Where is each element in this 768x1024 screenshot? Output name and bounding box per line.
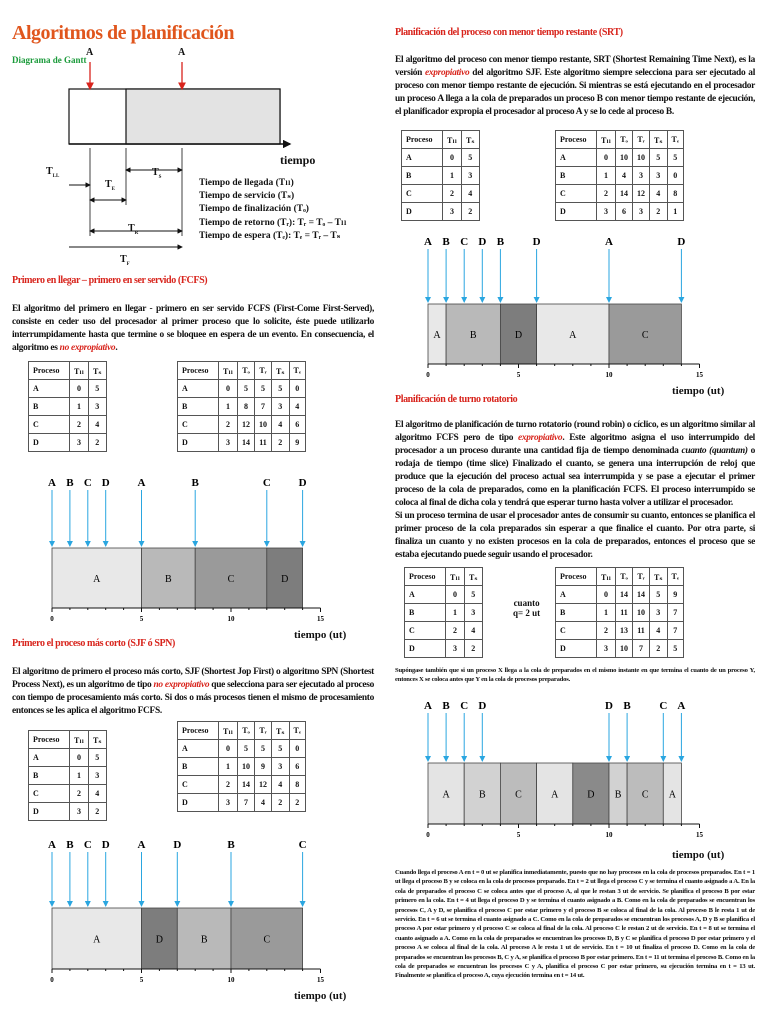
table-cell: 0: [597, 149, 616, 167]
gantt-segment-label: C: [263, 934, 271, 946]
table-header-cell: Tₗₗ: [219, 362, 238, 380]
table-cell: 3: [650, 167, 668, 185]
table-cell: A: [556, 149, 597, 167]
table-cell: 5: [462, 149, 480, 167]
arrival-label: B: [66, 477, 74, 489]
table-header-cell: Tᵣ: [633, 131, 650, 149]
arrival-label: A: [605, 236, 613, 248]
table-cell: 5: [667, 149, 683, 167]
table-header-cell: Proceso: [29, 731, 70, 749]
table-cell: 4: [616, 167, 633, 185]
page-title: Algoritmos de planificación: [12, 22, 235, 44]
gantt-tick-label: 5: [516, 831, 521, 839]
table-cell: B: [178, 398, 219, 416]
table-cell: 4: [465, 622, 483, 640]
arrival-label: D: [677, 236, 686, 248]
gantt-tick-label: 10: [605, 831, 613, 839]
table-cell: A: [29, 749, 70, 767]
table-header-cell: Tₛ: [89, 731, 107, 749]
table-cell: 5: [89, 380, 107, 398]
table-cell: 3: [650, 604, 668, 622]
table-cell: 9: [289, 434, 305, 452]
table-cell: 2: [465, 640, 483, 658]
arrival-label: C: [659, 700, 668, 712]
gantt-tick-label: 0: [50, 615, 54, 623]
table-cell: 1: [70, 767, 89, 785]
fcfs-heading: Primero en llegar – primero en ser servido (FCFS): [12, 275, 208, 286]
arrival-label: C: [460, 700, 469, 712]
sjf-paragraph: El algoritmo de primero el proceso más corto, SJF (Shortest Jop First) o algoritmo SPN (Shortest Process Next), es un algoritmo de tipo no expropiativo que selecciona para ser ejecutado al proceso con tiempo de procesamiento más corto. Si dos o más procesos tienen el mismo de procesamiento entonces se les aplica el algoritmo FCFS.: [12, 667, 375, 716]
rr-quantum-label: cuanto q= 2 ut: [513, 598, 541, 618]
srt-tiempo-label: tiempo (ut): [672, 385, 725, 397]
gantt-tick-label: 5: [139, 976, 144, 984]
table-cell: 11: [633, 622, 650, 640]
arrival-label: C: [262, 477, 271, 489]
table-cell: 9: [255, 758, 272, 776]
gantt-segment-label: B: [200, 934, 208, 946]
table-cell: 3: [89, 767, 107, 785]
arrival-label: A: [48, 477, 56, 489]
table-cell: 3: [272, 398, 290, 416]
table-cell: 5: [465, 586, 483, 604]
table-cell: 10: [616, 149, 633, 167]
table-cell: 3: [219, 434, 238, 452]
table-cell: 10: [255, 416, 272, 434]
table-cell: C: [402, 185, 443, 203]
gantt-segment-label: A: [93, 934, 101, 946]
table-header-cell: Tᵣ: [255, 362, 272, 380]
table-cell: 1: [597, 167, 616, 185]
table-cell: 10: [616, 640, 633, 658]
table-header-cell: Tₛ: [650, 568, 668, 586]
table-cell: 3: [70, 803, 89, 821]
table-cell: 1: [597, 604, 616, 622]
table-cell: 5: [272, 380, 290, 398]
arrival-label: B: [66, 839, 74, 851]
gantt-segment-label: C: [227, 574, 235, 585]
table-header-cell: Tₗₗ: [446, 568, 465, 586]
table-cell: B: [29, 767, 70, 785]
arrival-label: D: [173, 839, 182, 851]
arrival-label: D: [478, 236, 487, 248]
sjf-heading: Primero el proceso más corto (SJF ó SPN): [12, 638, 175, 649]
table-cell: 6: [289, 416, 305, 434]
arrival-label: A: [677, 700, 686, 712]
table-cell: 14: [616, 586, 633, 604]
table-cell: 4: [650, 185, 668, 203]
legend-finalizacion: Tiempo de finalización (Tₒ): [199, 204, 309, 215]
table-cell: 5: [238, 740, 255, 758]
table-cell: D: [29, 803, 70, 821]
table-cell: 4: [462, 185, 480, 203]
gantt-tick-label: 10: [227, 615, 235, 623]
arrival-label: A: [137, 477, 146, 489]
table-cell: 0: [70, 380, 89, 398]
table-header-cell: Tᵣ: [255, 722, 272, 740]
table-header-cell: Tₒ: [238, 722, 255, 740]
table-cell: 2: [272, 434, 290, 452]
arrival-label: D: [605, 700, 613, 712]
rr-heading: Planificación de turno rotatorio: [395, 394, 518, 405]
table-cell: C: [556, 185, 597, 203]
table-cell: D: [556, 640, 597, 658]
table-cell: 3: [272, 758, 290, 776]
gantt-segment-label: B: [469, 330, 477, 341]
table-cell: 7: [667, 622, 683, 640]
table-cell: 1: [219, 758, 238, 776]
table-cell: 2: [443, 185, 462, 203]
table-cell: 3: [443, 203, 462, 221]
table-cell: D: [178, 794, 219, 812]
table-cell: 14: [238, 776, 255, 794]
table-cell: 0: [597, 586, 616, 604]
table-cell: C: [29, 416, 70, 434]
intro-tf-label: $T_F$: [120, 254, 130, 267]
table-cell: 14: [238, 434, 255, 452]
gantt-tick-label: 10: [605, 371, 613, 379]
fcfs-paragraph: El algoritmo del primero en llegar - primero en ser servido FCFS (First-Come First-Served), consiste en ceder uso del procesador al primer proceso que lo solicite, éste puede utilizarlo interrumpidamente hasta que termine o se bloquee en espera de un evento. En consecuencia, el algoritmo es no expropiativo.: [12, 304, 374, 353]
table-cell: 4: [272, 776, 290, 794]
table-cell: C: [178, 776, 219, 794]
arrival-label: A: [424, 236, 432, 248]
table-cell: D: [29, 434, 70, 452]
gantt-tick-label: 0: [426, 371, 430, 379]
table-cell: 7: [667, 604, 683, 622]
table-cell: B: [556, 167, 597, 185]
intro-label-a1: A: [86, 47, 94, 58]
gantt-segment-label: D: [281, 574, 289, 585]
table-cell: 2: [219, 776, 238, 794]
table-cell: 5: [272, 740, 290, 758]
gantt-segment-label: A: [93, 574, 101, 585]
gantt-tick-label: 5: [516, 371, 521, 379]
gantt-segment-label: B: [478, 789, 486, 801]
arrival-label: D: [101, 477, 110, 489]
table-cell: 10: [633, 604, 650, 622]
table-cell: 0: [289, 380, 305, 398]
gantt-segment-label: C: [641, 330, 649, 341]
gantt-segment-label: A: [668, 789, 676, 801]
table-cell: 2: [650, 640, 668, 658]
table-cell: 0: [70, 749, 89, 767]
table-header-cell: Tₒ: [616, 131, 633, 149]
table-header-cell: Tₛ: [89, 362, 107, 380]
table-header-cell: Tₗₗ: [597, 131, 616, 149]
arrival-label: B: [227, 839, 235, 851]
table-header-cell: Tₑ: [667, 568, 683, 586]
table-cell: 4: [255, 794, 272, 812]
table-header-cell: Proceso: [29, 362, 70, 380]
gantt-tick-label: 10: [227, 976, 235, 984]
table-cell: A: [402, 149, 443, 167]
table-cell: 4: [89, 416, 107, 434]
table-cell: 3: [446, 640, 465, 658]
table-cell: 5: [89, 749, 107, 767]
table-cell: 2: [597, 622, 616, 640]
table-header-cell: Proceso: [556, 568, 597, 586]
table-cell: 9: [667, 586, 683, 604]
table-cell: 12: [633, 185, 650, 203]
table-header-cell: Proceso: [178, 722, 219, 740]
table-cell: 11: [616, 604, 633, 622]
arrival-label: D: [532, 236, 541, 248]
arrival-label: B: [496, 236, 505, 248]
arrival-label: A: [48, 839, 56, 851]
legend-retorno: Tiempo de retorno (Tᵣ): Tᵣ = Tₒ – Tₗₗ: [199, 217, 347, 228]
table-cell: 10: [238, 758, 255, 776]
table-cell: D: [402, 203, 443, 221]
gantt-tick-label: 15: [696, 831, 703, 839]
table-cell: C: [178, 416, 219, 434]
table-cell: 8: [667, 185, 683, 203]
table-cell: 2: [70, 416, 89, 434]
table-cell: 2: [89, 803, 107, 821]
arrival-label: D: [478, 700, 487, 712]
table-cell: 5: [255, 740, 272, 758]
arrival-label: C: [298, 839, 307, 851]
arrival-label: B: [442, 700, 450, 712]
table-cell: 7: [255, 398, 272, 416]
arrival-label: D: [298, 477, 307, 489]
arrival-label: C: [460, 236, 469, 248]
table-header-cell: Tₛ: [465, 568, 483, 586]
table-cell: 13: [616, 622, 633, 640]
table-cell: 2: [462, 203, 480, 221]
table-header-cell: Proceso: [405, 568, 446, 586]
table-cell: 2: [446, 622, 465, 640]
arrival-label: B: [191, 477, 199, 489]
srt-heading: Planificación del proceso con menor tiempo restante (SRT): [395, 27, 623, 38]
table-cell: 3: [462, 167, 480, 185]
table-header-cell: Tₑ: [289, 362, 305, 380]
table-cell: 3: [633, 167, 650, 185]
sjf-tiempo-label: tiempo (ut): [294, 990, 347, 1002]
table-header-cell: Tₛ: [462, 131, 480, 149]
arrival-label: C: [83, 477, 92, 489]
table-cell: A: [405, 586, 446, 604]
table-cell: A: [178, 380, 219, 398]
intro-tiempo-label: tiempo: [280, 153, 316, 167]
table-cell: B: [402, 167, 443, 185]
table-cell: 12: [238, 416, 255, 434]
table-cell: 12: [255, 776, 272, 794]
table-cell: 7: [238, 794, 255, 812]
gantt-segment-label: A: [433, 330, 441, 341]
table-header-cell: Tₗₗ: [597, 568, 616, 586]
table-cell: 3: [597, 203, 616, 221]
gantt-segment-label: D: [155, 934, 164, 946]
table-header-cell: Proceso: [556, 131, 597, 149]
table-cell: 1: [70, 398, 89, 416]
table-cell: 6: [616, 203, 633, 221]
gantt-segment-label: D: [587, 789, 595, 801]
table-cell: 14: [616, 185, 633, 203]
table-cell: 3: [89, 398, 107, 416]
intro-ts-label: $T_S$: [152, 167, 162, 180]
table-header-cell: Tₛ: [272, 362, 290, 380]
rr-explanation: Cuando llega el proceso A en t = 0 ut se planifica inmediatamente, puesto que no hay procesos en la cola de procesos preparados. En t = 1 ut llega el proceso B y se coloca en la cola de procesos preparado. En t = 2 ut llega el proceso C y se termina el cuanto asignado a A. En la cola de preparados el proceso C se coloca antes que el proceso A, al que le restan 3 ut de servicio. Se planifica el proceso B por estar primero en la cola. En t = 4 ut llega el proceso D y se termina el cuanto asignado a B. Como en la cola de preparados se encuentran los procesos C, A y D, se planifica el proceso C por estar primero y el proceso B se coloca al final de la cola. Al proceso B le resta 1 ut de servicio. En t = 6 ut se termina el cuanto asignado a C. Como en la cola de preparados se encuentran los procesos A, D y B se planifica el proceso A por estar primero y el proceso C se coloca al final de la cola. Al proceso C le restan 2 ut de servicio. En t = 8 ut se termina el cuanto asignado a A. Como en la cola de preparados se encuentran los procesos D, B y C se planifica el proceso D por estar primero y el proceso A se coloca al final de la cola. Al proceso A le resta 1 ut de servicio. En t = 10 ut finaliza el proceso D. Como en la cola de preparados se encuentran los procesos B, C y A, se planifica el proceso B por estar primero. En t = 11 ut termina el proceso B. Como en la cola de preparados se encuentran los procesos C y A, planifica el proceso C por estar primero, su ejecución termina en t = 13 ut. Finalmente se planifica el proceso A, cuya ejecución termina en t = 14 ut.: [395, 869, 755, 980]
gantt-tick-label: 15: [317, 615, 324, 623]
table-cell: 2: [70, 785, 89, 803]
gantt-segment-label: B: [614, 789, 622, 801]
gantt-tick-label: 0: [426, 831, 430, 839]
table-cell: C: [556, 622, 597, 640]
gantt-tick-label: 5: [139, 615, 144, 623]
table-cell: C: [405, 622, 446, 640]
table-cell: 5: [238, 380, 255, 398]
table-cell: 10: [633, 149, 650, 167]
table-header-cell: Tₑ: [667, 131, 683, 149]
legend-llegada: Tiempo de llegada (Tₗₗ): [199, 178, 294, 188]
table-cell: 5: [650, 149, 668, 167]
gantt-label: Diagrama de Gantt: [12, 55, 87, 65]
intro-te-label: $T_E$: [105, 179, 116, 192]
rr-note: Supóngase también que si un proceso X llega a la cola de preparados en el mismo instante en que termina el cuanto de un proceso Y, entonces X se coloca antes que Y en la cola de procesos preparados.: [395, 667, 755, 684]
rr-paragraph: El algoritmo de planificación de turno rotatorio (round robin) o cíclico, es un algoritmo similar al algoritmo FCFS pero de tipo expropiativo. Este algoritmo asigna el uso interrumpido del procesador a un proceso durante una cantidad fija de tiempo denominada cuanto (quantum) o rodaja de tiempo (time slice) Finalizado el cuanto, se genera una interrupción de reloj que produce que la ejecución del proceso actual sea interrumpida y se pase a ejecutar el primer proceso de la cola de preparados, como en la planificación FCFS. El proceso interrumpido se coloca al final de dicha cola y tendrá que esperar turno hasta volver a utilizar el procesador. Si un proceso termina de usar el procesador antes de consumir su cuanto, entonces se planifica el primer proceso de la cola preparados sin esperar a que finalice el cuanto. Por otra parte, si finaliza un cuanto y no existen procesos en la cola de preparados, entonces el proceso que se estaba ejecutando puede seguir usando el procesador.: [395, 420, 755, 560]
table-cell: 0: [219, 740, 238, 758]
table-cell: A: [556, 586, 597, 604]
table-cell: 5: [255, 380, 272, 398]
table-cell: 0: [443, 149, 462, 167]
table-cell: 2: [89, 434, 107, 452]
table-cell: 2: [272, 794, 290, 812]
table-cell: 3: [597, 640, 616, 658]
table-cell: 4: [272, 416, 290, 434]
table-cell: 3: [70, 434, 89, 452]
gantt-segment-label: A: [442, 789, 450, 801]
table-cell: 3: [219, 794, 238, 812]
table-cell: 8: [238, 398, 255, 416]
table-cell: 4: [89, 785, 107, 803]
table-cell: A: [178, 740, 219, 758]
table-cell: D: [556, 203, 597, 221]
table-header-cell: Tₛ: [272, 722, 290, 740]
table-cell: 3: [633, 203, 650, 221]
table-cell: 1: [219, 398, 238, 416]
arrival-label: B: [623, 700, 631, 712]
arrival-label: C: [83, 839, 92, 851]
gantt-segment-label: A: [569, 330, 577, 341]
arrival-label: A: [424, 700, 432, 712]
gantt-segment-label: B: [165, 574, 172, 585]
table-cell: 0: [219, 380, 238, 398]
intro-label-a2: A: [178, 47, 186, 58]
srt-paragraph: El algoritmo del proceso con menor tiempo restante, SRT (Shortest Remaining Time Next), es la versión expropiativo del algoritmo SJF. Este algoritmo siempre selecciona para ser ejecutado al proceso con menor tiempo restante de ejecución. Si mientras se está ejecutando en el procesador un proceso A llega a la cola de preparados un proceso B con menor tiempo restante de ejecución, el planificador expropia el procesador al proceso A y se lo cede al proceso B.: [395, 55, 755, 117]
arrival-label: A: [137, 839, 146, 851]
table-cell: 5: [650, 586, 668, 604]
table-cell: 2: [597, 185, 616, 203]
gantt-tick-label: 15: [696, 371, 703, 379]
intro-tll-label: $T_{LL}$: [46, 166, 60, 179]
table-header-cell: Proceso: [402, 131, 443, 149]
table-cell: D: [178, 434, 219, 452]
table-header-cell: Tᵣ: [633, 568, 650, 586]
table-cell: B: [556, 604, 597, 622]
table-cell: 4: [289, 398, 305, 416]
arrival-label: D: [101, 839, 110, 851]
gantt-segment-label: A: [551, 789, 559, 801]
table-cell: 1: [667, 203, 683, 221]
gantt-segment-label: C: [641, 789, 649, 801]
gantt-tick-label: 15: [317, 976, 324, 984]
table-cell: 0: [289, 740, 305, 758]
table-header-cell: Tₗₗ: [443, 131, 462, 149]
table-header-cell: Tₒ: [616, 568, 633, 586]
table-cell: 1: [446, 604, 465, 622]
table-cell: B: [178, 758, 219, 776]
gantt-segment-label: D: [514, 330, 523, 341]
arrival-label: B: [442, 236, 450, 248]
table-cell: C: [29, 785, 70, 803]
rr-tiempo-label: tiempo (ut): [672, 849, 725, 861]
table-cell: 11: [255, 434, 272, 452]
table-header-cell: Tₑ: [289, 722, 305, 740]
legend-servicio: Tiempo de servicio (Tₛ): [199, 191, 295, 202]
table-header-cell: Tₗₗ: [219, 722, 238, 740]
table-cell: 6: [289, 758, 305, 776]
table-header-cell: Tₗₗ: [70, 362, 89, 380]
table-cell: 4: [650, 622, 668, 640]
gantt-tick-label: 0: [50, 976, 54, 984]
table-cell: B: [405, 604, 446, 622]
intro-tr-label: $T_R$: [128, 223, 139, 236]
gantt-segment-label: C: [515, 789, 522, 801]
legend-espera: Tiempo de espera (Tₑ): Tₑ = Tᵣ – Tₛ: [199, 230, 341, 241]
table-cell: 2: [650, 203, 668, 221]
table-cell: 5: [667, 640, 683, 658]
table-cell: B: [29, 398, 70, 416]
table-cell: 2: [289, 794, 305, 812]
table-cell: 0: [667, 167, 683, 185]
table-cell: 8: [289, 776, 305, 794]
table-cell: 3: [465, 604, 483, 622]
table-cell: A: [29, 380, 70, 398]
table-cell: 2: [219, 416, 238, 434]
table-cell: 1: [443, 167, 462, 185]
table-header-cell: Proceso: [178, 362, 219, 380]
table-header-cell: Tₗₗ: [70, 731, 89, 749]
table-cell: 14: [633, 586, 650, 604]
fcfs-tiempo-label: tiempo (ut): [294, 629, 347, 641]
table-cell: 7: [633, 640, 650, 658]
table-cell: 0: [446, 586, 465, 604]
table-header-cell: Tₒ: [238, 362, 255, 380]
table-header-cell: Tₛ: [650, 131, 668, 149]
table-cell: D: [405, 640, 446, 658]
